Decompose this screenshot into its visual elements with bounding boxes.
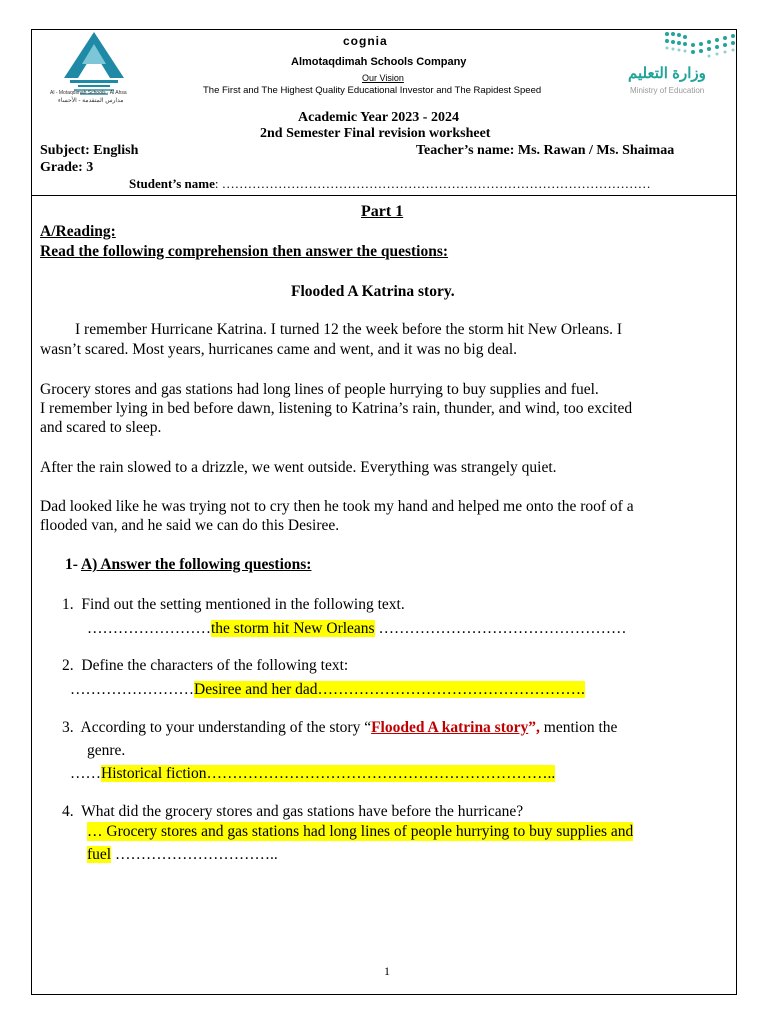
question-4-number: 4. — [62, 803, 74, 820]
story-line-1: I remember Hurricane Katrina. I turned 12 the week before the storm hit New Orleans. I — [75, 321, 623, 338]
answer-1-dots: …………………… — [87, 620, 211, 637]
story-line-2: wasn’t scared. Most years, hurricanes came and went, and it was no big deal. — [40, 341, 518, 358]
answer-3-dots: …… — [70, 765, 101, 782]
question-4-text: What did the grocery stores and gas stations have before the hurricane? — [81, 803, 524, 820]
story-line-8: flooded van, and he said we can do this Desiree. — [40, 517, 340, 534]
subject: Subject: English — [40, 143, 139, 158]
question-3-text: According to your understanding of the story “ — [80, 719, 372, 736]
ministry-name-ar: وزارة التعليم — [628, 65, 706, 82]
questions-heading-number: 1- — [65, 556, 78, 573]
question-2-text: Define the characters of the following text: — [81, 657, 349, 674]
answer-4-dots: ………………………….. — [111, 846, 278, 863]
answer-2-dots: …………………… — [70, 681, 194, 698]
reading-instruction: Read the following comprehension then answer the questions: — [40, 243, 449, 260]
semester-title: 2nd Semester Final revision worksheet — [260, 126, 491, 141]
vision-label: Our Vision — [362, 73, 404, 83]
question-3-text-end: mention the — [539, 719, 618, 736]
story-line-4: I remember lying in bed before dawn, listening to Katrina’s rain, thunder, and wind, too excited — [40, 400, 633, 417]
answer-2-text: Desiree and her dad……………………………………………. — [194, 681, 585, 698]
page-number: 1 — [384, 964, 390, 978]
story-line-6: After the rain slowed to a drizzle, we went outside. Everything was strangely quiet. — [40, 459, 557, 476]
answer-1-text: the storm hit New Orleans — [211, 620, 375, 637]
story-line-3: Grocery stores and gas stations had long lines of people hurrying to buy supplies and fuel. — [40, 381, 599, 398]
question-2 — [62, 656, 348, 675]
question-1-number: 1. — [62, 596, 74, 613]
question-1 — [62, 595, 405, 614]
vision-text: The First and The Highest Quality Educational Investor and The Rapidest Speed — [203, 85, 542, 96]
company-name: Almotaqdimah Schools Company — [291, 56, 467, 68]
question-3-number: 3. — [62, 719, 74, 736]
question-1-text: Find out the setting mentioned in the following text. — [81, 596, 405, 613]
student-name-line — [129, 176, 651, 192]
ministry-name-en: Ministry of Education — [630, 86, 705, 95]
questions-heading — [65, 556, 311, 574]
school-logo-caption-ar: مدارس المتقدمة - الأحساء — [58, 98, 124, 104]
answer-2 — [70, 680, 585, 699]
story-line-7: Dad looked like he was trying not to cry then he took my hand and helped me onto the roof of a — [40, 498, 634, 515]
question-2-number: 2. — [62, 657, 74, 674]
teacher-name: Teacher’s name: Ms. Rawan / Ms. Shaimaa — [416, 143, 675, 158]
question-3-story-title: Flooded A katrina story — [371, 719, 529, 736]
story-line-5: and scared to sleep. — [40, 419, 162, 436]
answer-1 — [87, 619, 626, 638]
answer-3 — [70, 764, 555, 783]
ministry-logo-dots — [663, 30, 737, 62]
questions-heading-text: A) Answer the following questions: — [80, 556, 312, 573]
answer-4-line-2 — [87, 845, 278, 864]
student-name-dots: : ……………………………………………………………………………………… — [214, 176, 651, 191]
part-title: Part 1 — [361, 203, 404, 220]
answer-1-dots-after: ………………………………………… — [374, 620, 627, 637]
answer-4-text: fuel — [87, 846, 112, 863]
student-name-label: Student’s name — [129, 176, 215, 191]
school-logo — [56, 30, 132, 98]
question-4 — [62, 802, 523, 821]
question-3 — [62, 718, 617, 737]
academic-year: Academic Year 2023 - 2024 — [298, 110, 459, 125]
answer-3-text: Historical fiction………………………………………………………….. — [101, 765, 556, 782]
cognia-logo: cognia — [343, 34, 388, 48]
school-logo-caption: Al - Motaqdimah Schools · Al Ahsa — [50, 90, 127, 96]
reading-label: A/Reading: — [40, 223, 116, 240]
story-title: Flooded A Katrina story. — [291, 283, 455, 300]
question-3-quote-close: ”, — [528, 719, 540, 736]
grade: Grade: 3 — [40, 160, 94, 175]
question-3-line-2: genre. — [87, 742, 126, 759]
header-divider — [31, 195, 737, 196]
answer-4-line-1: … Grocery stores and gas stations had long lines of people hurrying to buy supplies and — [87, 823, 634, 840]
